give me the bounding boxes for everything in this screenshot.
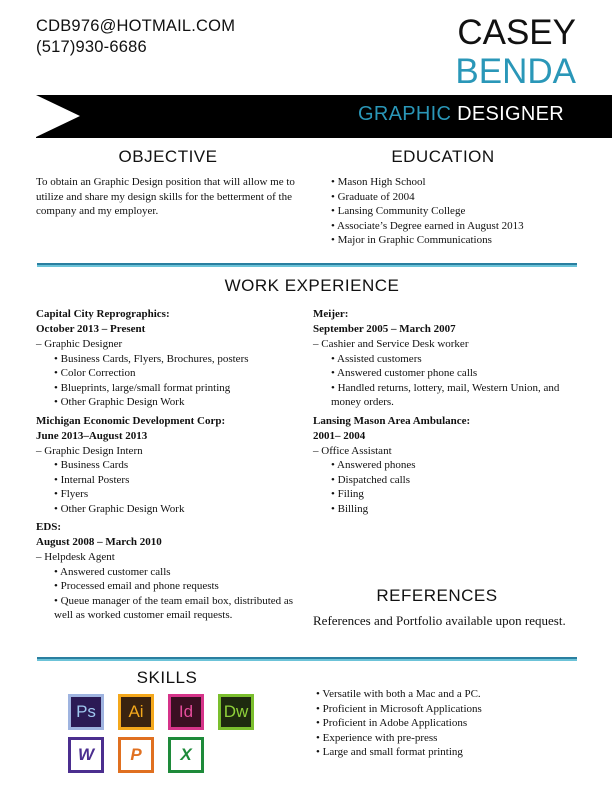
list-item: • Major in Graphic Communications xyxy=(331,233,524,248)
list-item: • Associate’s Degree earned in August 2013 xyxy=(331,219,524,234)
job-bullets xyxy=(36,565,301,623)
list-item: • Processed email and phone requests xyxy=(36,579,301,594)
objective-text: To obtain an Graphic Design position that will allow me to utilize and share my design skills for the betterment of the company and my employer. xyxy=(36,176,295,217)
job-entry xyxy=(36,414,301,517)
list-item: • Other Graphic Design Work xyxy=(36,395,301,410)
list-item: • Assisted customers xyxy=(313,352,583,367)
references-heading: REFERENCES xyxy=(376,586,498,605)
list-item: • Internal Posters xyxy=(36,473,301,488)
title-accent: GRAPHIC xyxy=(358,103,452,125)
list-item: • Mason High School xyxy=(331,175,524,190)
list-item: • Proficient in Microsoft Applications xyxy=(316,702,482,717)
job-bullets xyxy=(313,352,583,410)
list-item: • Proficient in Adobe Applications xyxy=(316,716,482,731)
job-role: – Office Assistant xyxy=(313,444,392,457)
list-item: • Answered customer calls xyxy=(36,565,301,580)
dreamweaver-icon: Dw xyxy=(218,694,254,730)
company-name: Lansing Mason Area Ambulance: xyxy=(313,414,471,427)
work-left-column xyxy=(36,307,301,627)
job-entry xyxy=(313,307,583,410)
list-item: • Filing xyxy=(313,487,583,502)
list-item: • Graduate of 2004 xyxy=(331,190,524,205)
phone: (517)930-6686 xyxy=(36,38,147,56)
list-item: • Lansing Community College xyxy=(331,204,524,219)
list-item: • Blueprints, large/small format printing xyxy=(36,381,301,396)
email: CDB976@HOTMAIL.COM xyxy=(36,17,236,35)
work-right-column xyxy=(313,307,583,520)
divider xyxy=(37,657,577,661)
job-bullets xyxy=(313,458,583,516)
list-item: • Dispatched calls xyxy=(313,473,583,488)
company-name: Michigan Economic Development Corp: xyxy=(36,414,226,427)
job-bullets xyxy=(36,352,301,410)
list-item: • Answered customer phone calls xyxy=(313,366,583,381)
job-dates: August 2008 – March 2010 xyxy=(36,536,162,548)
job-bullets xyxy=(36,458,301,516)
illustrator-icon: Ai xyxy=(118,694,154,730)
job-role: – Graphic Design Intern xyxy=(36,444,143,457)
list-item: • Other Graphic Design Work xyxy=(36,502,301,517)
powerpoint-icon: P xyxy=(118,737,154,773)
list-item: • Large and small format printing xyxy=(316,745,482,760)
work-heading: WORK EXPERIENCE xyxy=(224,276,400,295)
skills-heading: SKILLS xyxy=(136,668,198,687)
photoshop-icon: Ps xyxy=(68,694,104,730)
list-item: • Versatile with both a Mac and a PC. xyxy=(316,687,482,702)
job-role: – Graphic Designer xyxy=(36,338,123,350)
job-dates: October 2013 – Present xyxy=(36,323,146,335)
references-text: References and Portfolio available upon request. xyxy=(313,613,566,628)
job-entry xyxy=(313,414,583,517)
education-heading: EDUCATION xyxy=(391,147,495,166)
indesign-icon: Id xyxy=(168,694,204,730)
list-item: • Answered phones xyxy=(313,458,583,473)
company-name: Meijer: xyxy=(313,308,349,320)
word-icon: W xyxy=(68,737,104,773)
skills-list xyxy=(316,687,482,760)
list-item: • Business Cards xyxy=(36,458,301,473)
first-name: CASEY xyxy=(457,13,576,52)
list-item: • Billing xyxy=(313,502,583,517)
job-dates: June 2013–August 2013 xyxy=(36,429,148,442)
excel-icon: X xyxy=(168,737,204,773)
list-item: • Handled returns, lottery, mail, Western Union, and money orders. xyxy=(313,381,583,410)
job-role: – Cashier and Service Desk worker xyxy=(313,338,469,350)
list-item: • Experience with pre-press xyxy=(316,731,482,746)
education-list xyxy=(331,175,524,248)
company-name: Capital City Reprographics: xyxy=(36,308,170,320)
job-role: – Helpdesk Agent xyxy=(36,551,115,563)
list-item: • Queue manager of the team email box, distributed as well as worked customer email requests. xyxy=(36,594,301,623)
company-name: EDS: xyxy=(36,521,62,533)
objective-heading: OBJECTIVE xyxy=(118,147,218,166)
list-item: • Flyers xyxy=(36,487,301,502)
last-name: BENDA xyxy=(455,52,576,91)
job-entry xyxy=(36,307,301,410)
divider xyxy=(37,263,577,267)
job-dates: 2001– 2004 xyxy=(313,429,366,442)
job-entry xyxy=(36,520,301,623)
job-dates: September 2005 – March 2007 xyxy=(313,323,456,335)
banner-notch xyxy=(36,95,80,137)
list-item: • Business Cards, Flyers, Brochures, posters xyxy=(36,352,301,367)
list-item: • Color Correction xyxy=(36,366,301,381)
title-rest: DESIGNER xyxy=(457,103,564,125)
job-title xyxy=(358,103,564,126)
